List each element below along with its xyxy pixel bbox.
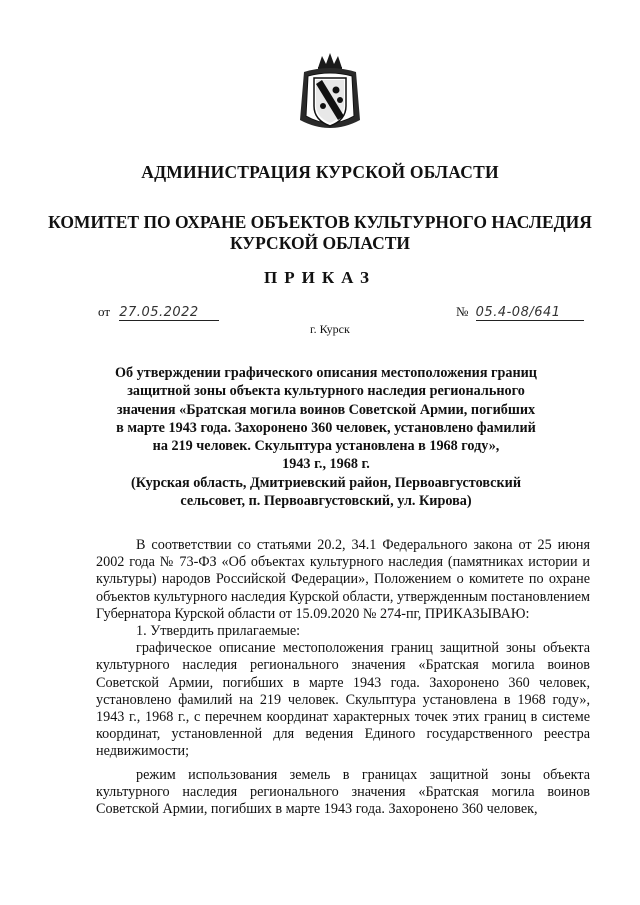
order-body xyxy=(96,537,590,818)
number-value: 05.4-08/641 xyxy=(476,305,584,321)
kursk-oblast-coat-of-arms-icon xyxy=(296,50,364,136)
body-paragraph: режим использования земель в границах защитной зоны объекта культурного наследия регионального значения «Братская могила воинов Советской Армии, погибших в марте 1943 года. Захоронено 360 человек, xyxy=(96,766,590,818)
subject-line: Об утверждении графического описания местоположения границ xyxy=(114,365,537,381)
number-prefix: № xyxy=(456,304,469,319)
body-paragraph: графическое описание местоположения границ защитной зоны объекта культурного наследия регионального значения «Братская могила воинов Советской Армии, погибших в марте 1943 года. Захоронено 360 человек, установлено фамилий на 219 человек. Скульптура установлена в 1968 году», 1943 г., 1968 г., с перечнем координат характерных точек этих границ в системе координат, установленной для ведения Единого государственного реестра недвижимости; xyxy=(96,640,590,760)
subject-line: 1943 г., 1968 г. xyxy=(282,456,370,473)
subject-line: сельсовет, п. Первоавгустовский, ул. Кирова) xyxy=(180,493,472,510)
subject-line: значения «Братская могила воинов Советской Армии, погибших xyxy=(116,401,536,418)
city: г. Курск xyxy=(310,322,350,336)
subject-line: защитной зоны объекта культурного наследия регионального xyxy=(127,383,525,400)
committee-line-1: КОМИТЕТ ПО ОХРАНЕ ОБЪЕКТОВ КУЛЬТУРНОГО НАСЛЕДИЯ xyxy=(48,212,592,232)
document-type: ПРИКАЗ xyxy=(264,268,376,287)
committee-title xyxy=(0,212,640,254)
order-number xyxy=(456,304,584,321)
committee-line-2: КУРСКОЙ ОБЛАСТИ xyxy=(229,233,411,253)
order-subject xyxy=(96,364,556,510)
order-date xyxy=(98,304,219,321)
subject-line: в марте 1943 года. Захоронено 360 человек, установлено фамилий xyxy=(116,419,536,436)
administration-title: АДМИНИСТРАЦИЯ КУРСКОЙ ОБЛАСТИ xyxy=(141,162,499,182)
body-paragraph: В соответствии со статьями 20.2, 34.1 Федерального закона от 25 июня 2002 года № 73-ФЗ «Об объектах культурного наследия (памятниках истории и культуры) народов Российской Федерации», Положением о комитете по охране объектов культурного наследия Курской области, утвержденным постановлением Губернатора Курской области от 15.09.2020 № 274-пг, ПРИКАЗЫВАЮ: xyxy=(96,537,590,622)
date-prefix: от xyxy=(98,304,111,319)
body-paragraph: 1. Утвердить прилагаемые: xyxy=(136,623,301,640)
subject-line: (Курская область, Дмитриевский район, Первоавгустовский xyxy=(130,474,521,491)
subject-line: на 219 человек. Скульптура установлена в 1968 году», xyxy=(152,438,500,455)
date-value: 27.05.2022 xyxy=(119,305,219,321)
